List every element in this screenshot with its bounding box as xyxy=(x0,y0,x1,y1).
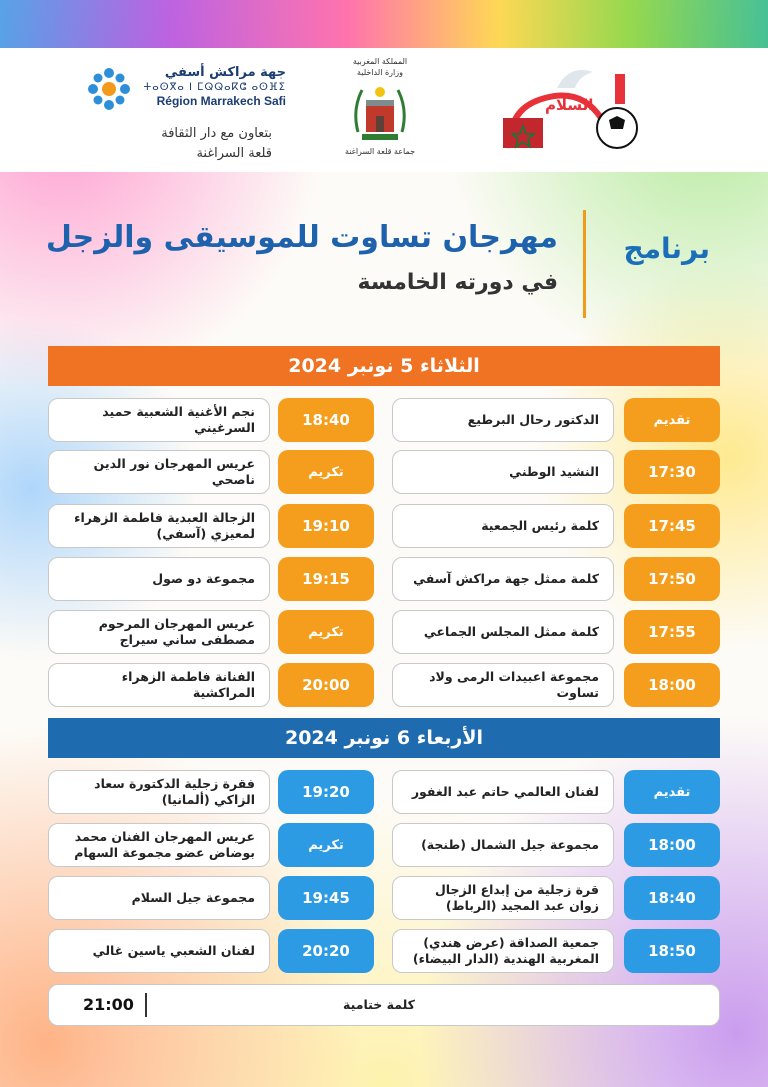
program-label: برنامج xyxy=(623,232,710,265)
title-section xyxy=(30,210,738,320)
collab-line-1: بتعاون مع دار الثقافة xyxy=(161,126,272,141)
schedule-row xyxy=(48,557,376,601)
region-name-arabic: جهة مراكش أسفي xyxy=(164,65,286,80)
item-time: 20:00 xyxy=(278,663,374,707)
item-time: 18:40 xyxy=(624,876,720,920)
schedule-row xyxy=(392,876,720,920)
schedule-row xyxy=(48,450,376,494)
item-label: مجموعة دو صول xyxy=(48,557,270,601)
festival-logo-text: السلام xyxy=(545,96,594,114)
item-label: كلمة رئيس الجمعية xyxy=(392,504,614,548)
gov-line-2: وزارة الداخلية xyxy=(357,68,403,77)
item-time: تكريم xyxy=(278,450,374,494)
item-label: مجموعة جيل السلام xyxy=(48,876,270,920)
closing-separator xyxy=(145,993,147,1017)
item-time: 18:50 xyxy=(624,929,720,973)
closing-time: 21:00 xyxy=(83,995,134,1014)
item-time: 19:15 xyxy=(278,557,374,601)
schedule-row xyxy=(48,929,376,973)
schedule-row xyxy=(392,823,720,867)
item-time: 20:20 xyxy=(278,929,374,973)
item-label: الفنانة فاطمة الزهراء المراكشية xyxy=(48,663,270,707)
region-branding xyxy=(86,64,286,114)
item-time: 17:55 xyxy=(624,610,720,654)
region-logo-icon xyxy=(86,66,132,112)
item-time: 18:00 xyxy=(624,663,720,707)
title-divider xyxy=(583,210,586,318)
schedule-row xyxy=(48,823,376,867)
schedule-row xyxy=(392,929,720,973)
schedule-row xyxy=(392,557,720,601)
schedule-row xyxy=(392,504,720,548)
gov-line-3: جماعة قلعة السراغنة xyxy=(344,147,416,156)
schedule-row xyxy=(392,770,720,814)
item-label: الدكتور رحال البرطيع xyxy=(392,398,614,442)
schedule-row xyxy=(48,663,376,707)
item-time: تقديم xyxy=(624,398,720,442)
festival-logo xyxy=(497,58,647,162)
closing-row xyxy=(48,984,720,1026)
closing-label: كلمة ختامية xyxy=(343,997,415,1012)
region-name-french: Région Marrakech Safi xyxy=(156,94,286,108)
item-label: عريس المهرجان المرحوم مصطفى ساني سيراج xyxy=(48,610,270,654)
item-label: عريس المهرجان نور الدين ناصحي xyxy=(48,450,270,494)
collaboration-note xyxy=(120,124,272,164)
item-time: تكريم xyxy=(278,823,374,867)
municipal-emblem-icon xyxy=(350,80,410,144)
schedule-row xyxy=(48,504,376,548)
collab-line-2: قلعة السراغنة xyxy=(196,146,272,161)
schedule-row xyxy=(392,398,720,442)
item-label: مجموعة اعبيدات الرمى ولاد تساوت xyxy=(392,663,614,707)
item-time: تكريم xyxy=(278,610,374,654)
item-label: قرة زجلية من إبداع الزجال زوان عبد المجيد (الرباط) xyxy=(392,876,614,920)
festival-title: مهرجان تساوت للموسيقى والزجل xyxy=(45,220,558,255)
item-label: لفنان الشعبي ياسين غالي xyxy=(48,929,270,973)
schedule-row xyxy=(392,610,720,654)
item-label: فقرة زجلية الدكتورة سعاد الزاكي (ألمانيا) xyxy=(48,770,270,814)
item-label: نجم الأغنية الشعبية حميد السرغيني xyxy=(48,398,270,442)
day2-heading: الأربعاء 6 نونبر 2024 xyxy=(48,718,720,758)
item-label: مجموعة جيل الشمال (طنجة) xyxy=(392,823,614,867)
header xyxy=(0,48,768,172)
item-time: 19:10 xyxy=(278,504,374,548)
top-decorative-strip xyxy=(0,0,768,48)
item-time: 18:00 xyxy=(624,823,720,867)
edition-subtitle: في دورته الخامسة xyxy=(357,270,558,295)
item-time: تقديم xyxy=(624,770,720,814)
item-time: 19:20 xyxy=(278,770,374,814)
item-time: 17:45 xyxy=(624,504,720,548)
item-label: كلمة ممثل جهة مراكش آسفي xyxy=(392,557,614,601)
item-label: عريس المهرجان الفنان محمد بوضاض عضو مجموعة السهام xyxy=(48,823,270,867)
schedule-row xyxy=(392,663,720,707)
item-label: لفنان العالمي حاتم عبد الغفور xyxy=(392,770,614,814)
government-branding xyxy=(340,56,420,168)
schedule-row xyxy=(48,876,376,920)
item-time: 17:50 xyxy=(624,557,720,601)
item-label: النشيد الوطني xyxy=(392,450,614,494)
item-time: 17:30 xyxy=(624,450,720,494)
schedule-row xyxy=(392,450,720,494)
item-label: (عرض هندي) جمعية الصداقة المغربية الهندية (الدار البيضاء) xyxy=(392,929,614,973)
item-label: الزجالة العبدية فاطمة الزهراء لمعيزي (آسفي) xyxy=(48,504,270,548)
item-time: 19:45 xyxy=(278,876,374,920)
schedule-row xyxy=(48,610,376,654)
schedule-row xyxy=(48,770,376,814)
region-name-tifinagh: ⵜⴰⵙⴳⴰ ⵏ ⵎⵕⵕⴰⴽⵛ ⴰⵙⴼⵉ xyxy=(143,82,286,93)
item-time: 18:40 xyxy=(278,398,374,442)
schedule-row xyxy=(48,398,376,442)
gov-line-1: المملكة المغربية xyxy=(352,57,408,66)
item-label: كلمة ممثل المجلس الجماعي xyxy=(392,610,614,654)
day1-heading: الثلاثاء 5 نونبر 2024 xyxy=(48,346,720,386)
